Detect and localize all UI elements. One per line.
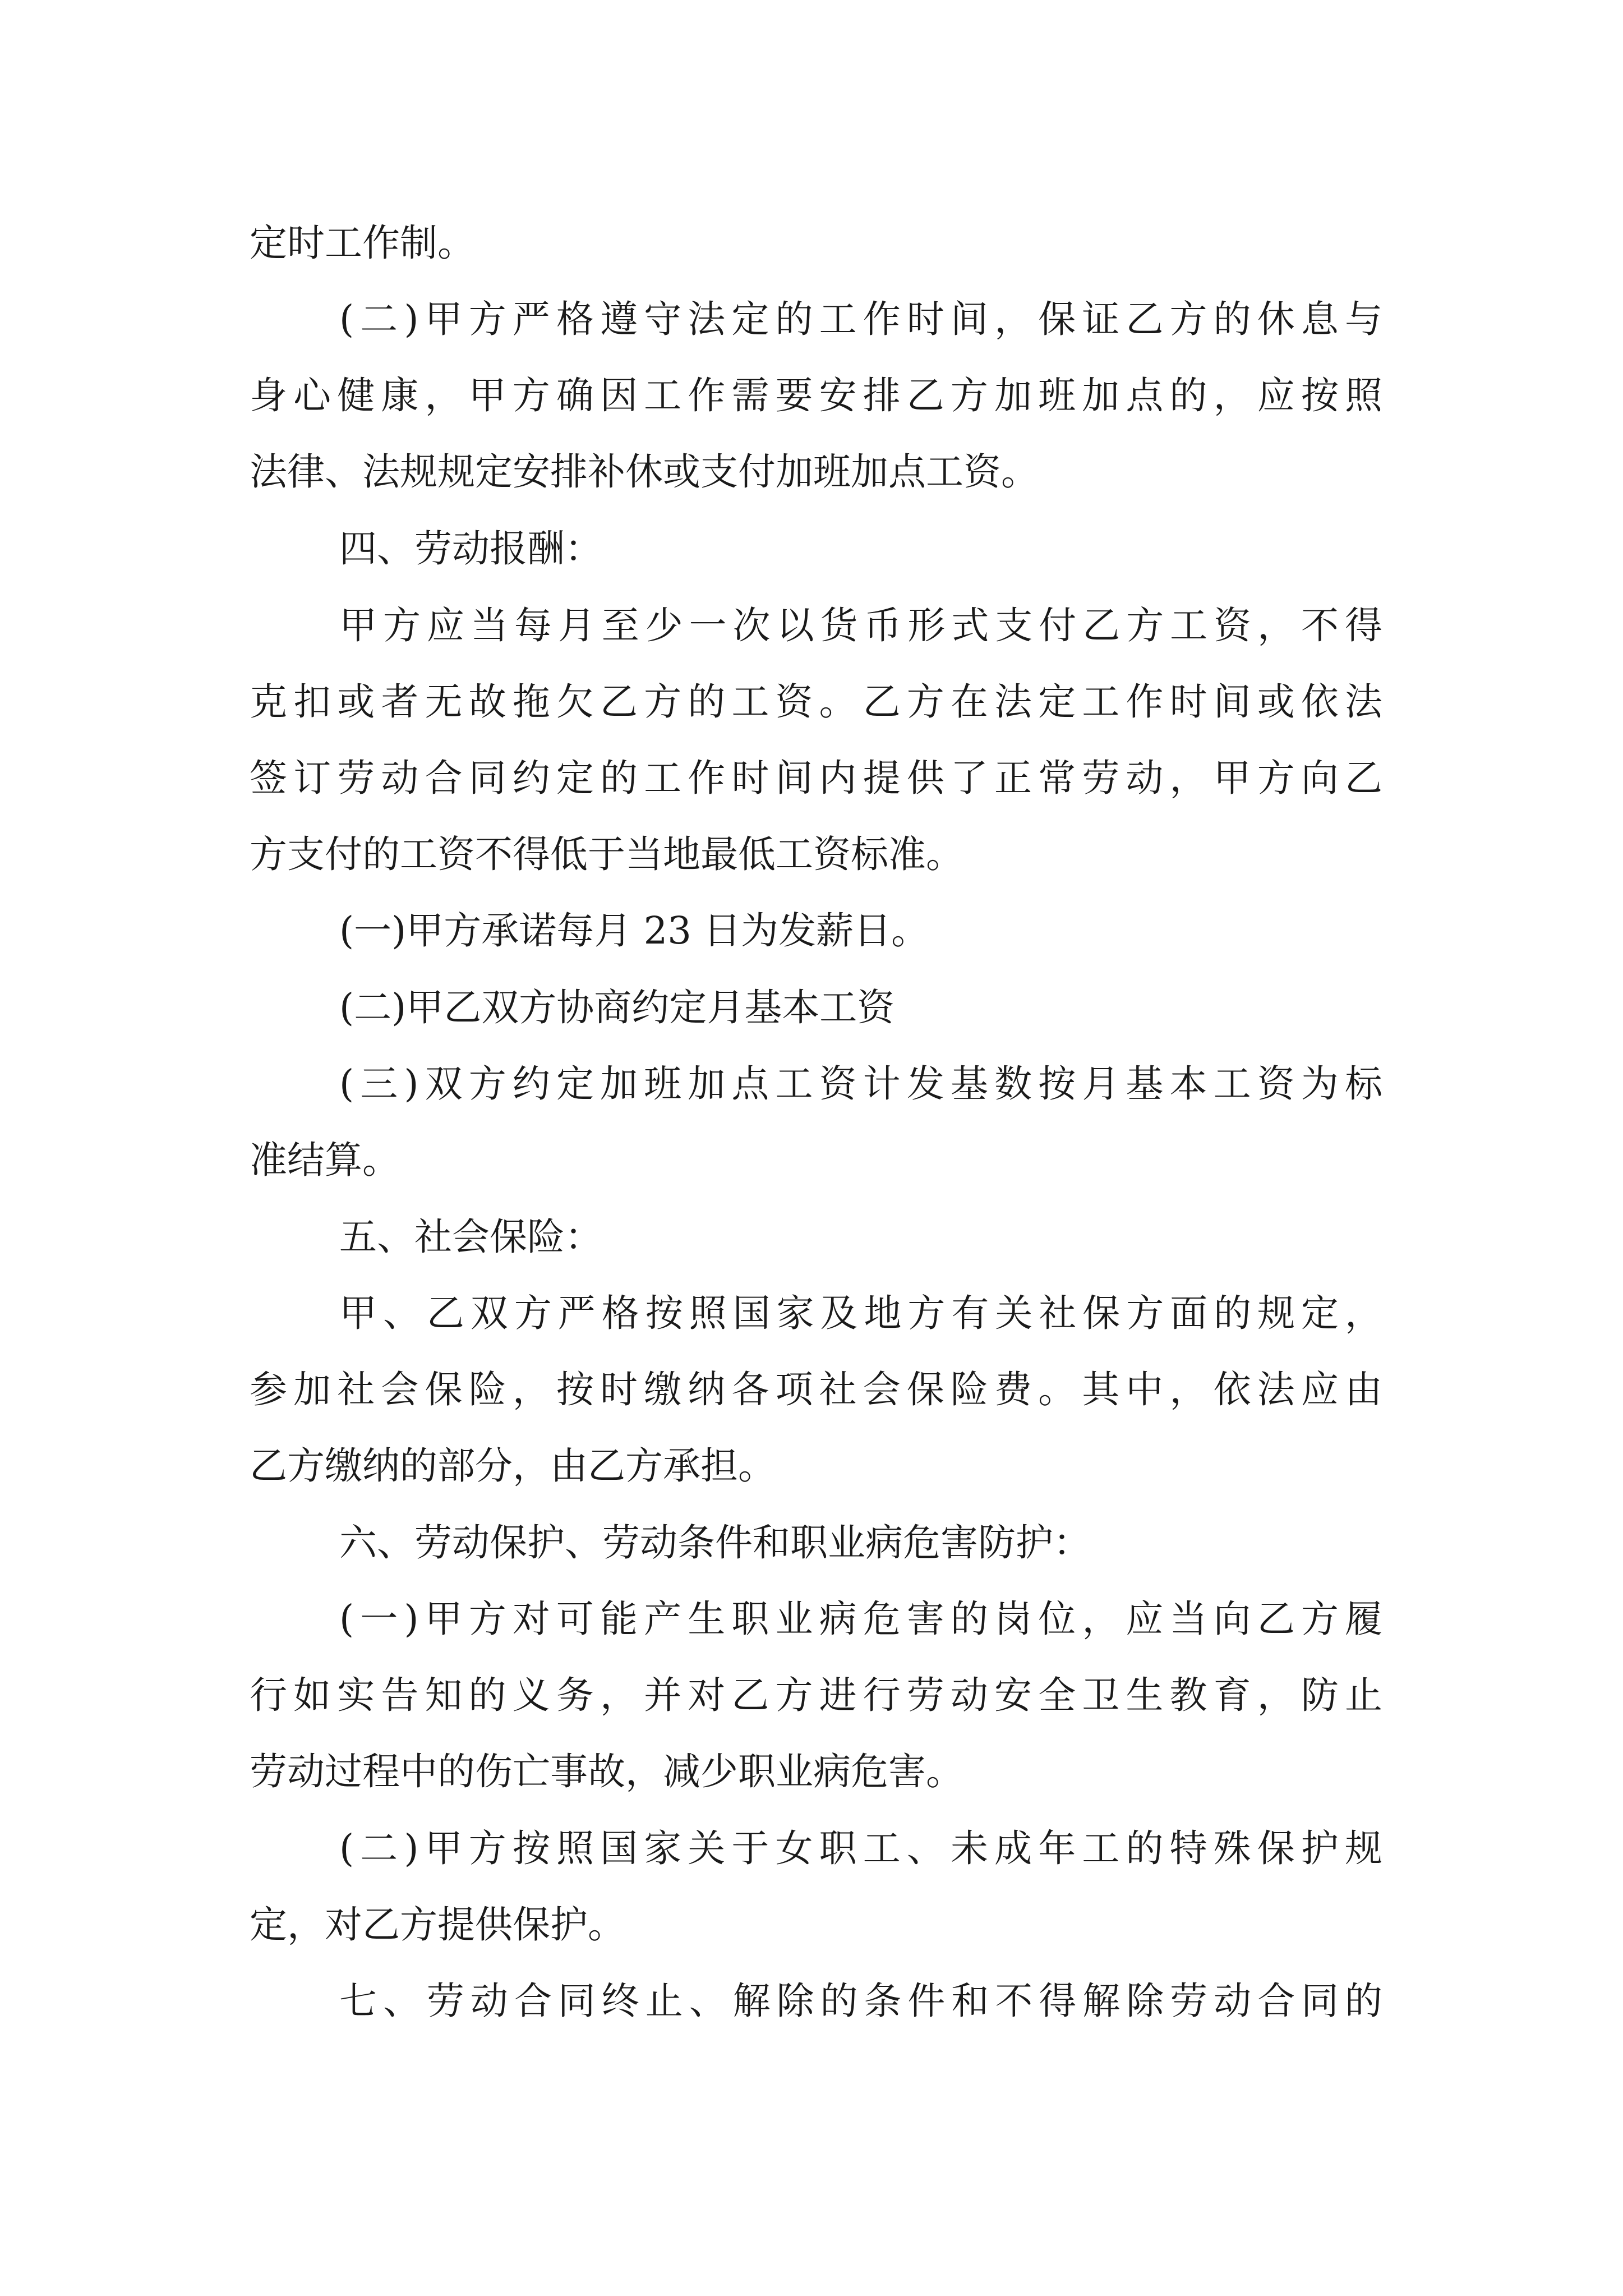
section-heading: 六、劳动保护、劳动条件和职业病危害防护： <box>339 1521 1091 1565</box>
section-heading: 四、劳动报酬： <box>339 527 602 570</box>
paragraph-line: 方支付的工资不得低于当地最低工资标准。 <box>250 832 963 876</box>
paragraph-line: 定时工作制。 <box>250 221 475 265</box>
paragraph-line: 克扣或者无故拖欠乙方的工资。乙方在法定工作时间或依法 <box>250 680 1382 724</box>
paragraph-line: 乙方缴纳的部分，由乙方承担。 <box>250 1444 776 1488</box>
paragraph-line: 甲、乙双方严格按照国家及地方有关社保方面的规定， <box>339 1291 1382 1335</box>
paragraph-line: 签订劳动合同约定的工作时间内提供了正常劳动，甲方向乙 <box>250 756 1382 800</box>
paragraph-line: (二)甲方按照国家关于女职工、未成年工的特殊保护规 <box>339 1826 1382 1870</box>
paragraph-line: (二)甲乙双方协商约定月基本工资 <box>339 986 895 1029</box>
paragraph-line: (一)甲方对可能产生职业病危害的岗位，应当向乙方履 <box>339 1597 1382 1641</box>
section-heading: 七、劳动合同终止、解除的条件和不得解除劳动合同的 <box>339 1979 1382 2023</box>
paragraph-line: 法律、法规规定安排补休或支付加班加点工资。 <box>250 450 1039 494</box>
paragraph-line: (三)双方约定加班加点工资计发基数按月基本工资为标 <box>339 1062 1382 1106</box>
paragraph-line: 准结算。 <box>250 1138 400 1182</box>
paragraph-line: 行如实告知的义务，并对乙方进行劳动安全卫生教育，防止 <box>250 1673 1382 1717</box>
section-heading: 五、社会保险： <box>339 1215 602 1259</box>
paragraph-line: 定，对乙方提供保护。 <box>250 1903 625 1947</box>
paragraph-line: 劳动过程中的伤亡事故，减少职业病危害。 <box>250 1750 963 1793</box>
paragraph-line: 参加社会保险，按时缴纳各项社会保险费。其中，依法应由 <box>250 1368 1382 1411</box>
paragraph-line: 身心健康，甲方确因工作需要安排乙方加班加点的，应按照 <box>250 374 1382 417</box>
paragraph-line: (二)甲方严格遵守法定的工作时间，保证乙方的休息与 <box>339 297 1382 341</box>
paragraph-line: 甲方应当每月至少一次以货币形式支付乙方工资，不得 <box>339 604 1382 647</box>
paragraph-line: (一)甲方承诺每月 23 日为发薪日。 <box>339 909 929 953</box>
